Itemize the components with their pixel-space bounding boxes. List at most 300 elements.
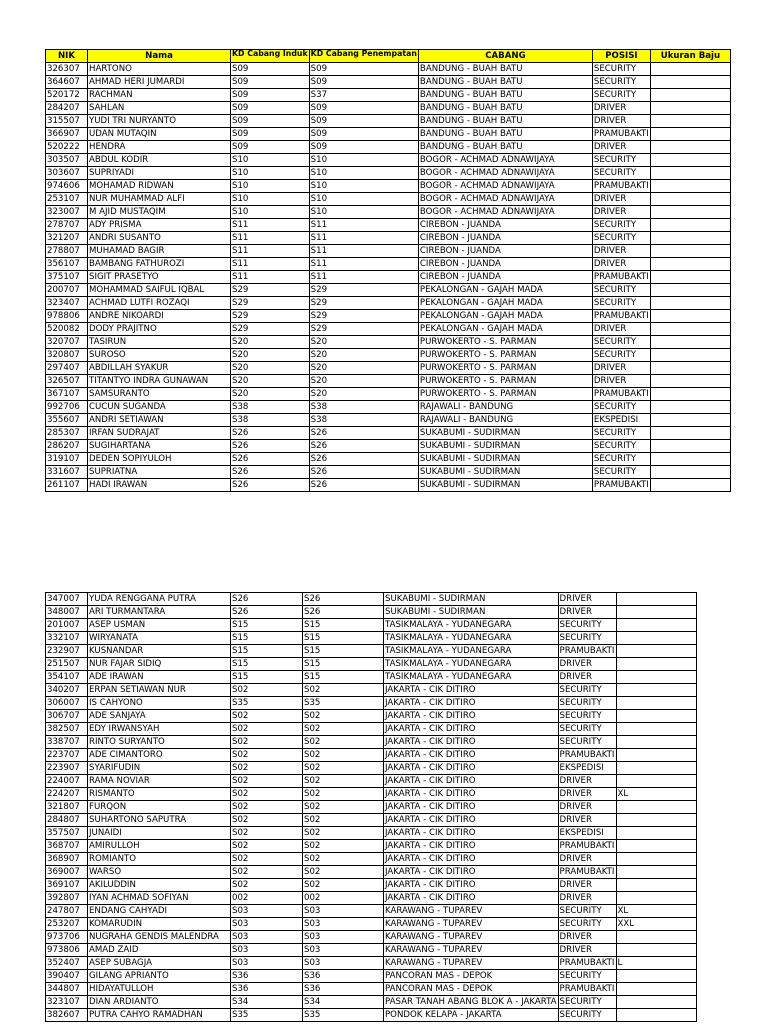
cabang-cell: PEKALONGAN - GAJAH MADA: [418, 310, 592, 323]
posisi-cell: DRIVER: [592, 102, 650, 115]
kd-cabang-induk-cell: S02: [231, 762, 303, 775]
kd-cabang-induk-cell: S26: [231, 593, 303, 606]
nik-cell: 973706: [46, 931, 88, 944]
posisi-cell: EKSPEDISI: [558, 762, 616, 775]
table-row: [46, 801, 697, 814]
kd-cabang-penempatan-cell: S09: [309, 128, 418, 141]
table-row: [46, 944, 697, 957]
nama-cell: AKILUDDIN: [88, 879, 231, 892]
posisi-cell: SECURITY: [592, 219, 650, 232]
kd-cabang-penempatan-cell: S36: [303, 983, 384, 996]
table-row: [46, 879, 697, 892]
kd-cabang-induk-cell: S09: [231, 89, 310, 102]
posisi-cell: PRAMUBAKTI: [593, 389, 649, 399]
nama-cell: HARTONO: [88, 63, 231, 76]
posisi-cell: DRIVER: [592, 206, 650, 219]
nik-cell: 368907: [46, 853, 88, 866]
nama-cell: JUNAIDI: [88, 827, 231, 840]
nik-cell: 278807: [46, 245, 88, 258]
cabang-cell: SUKABUMI - SUDIRMAN: [418, 453, 592, 466]
table-row: [46, 128, 731, 141]
ukuran-baju-cell: [616, 606, 696, 619]
posisi-cell: SECURITY: [558, 970, 616, 983]
table-row: [46, 645, 697, 658]
cabang-cell: SUKABUMI - SUDIRMAN: [418, 427, 592, 440]
cabang-cell: BANDUNG - BUAH BATU: [418, 89, 592, 102]
ukuran-baju-cell: [616, 944, 696, 957]
ukuran-baju-cell: [616, 632, 696, 645]
kd-cabang-penempatan-cell: S10: [309, 180, 418, 193]
table-row: [46, 232, 731, 245]
kd-cabang-induk-cell: S11: [231, 258, 310, 271]
ukuran-baju-cell: [616, 892, 696, 905]
nik-cell: 347007: [46, 593, 88, 606]
ukuran-baju-cell: [616, 996, 696, 1009]
kd-cabang-penempatan-cell: S11: [309, 219, 418, 232]
posisi-cell: SECURITY: [592, 63, 650, 76]
nik-cell: 366907: [46, 128, 88, 141]
kd-cabang-penempatan-cell: S20: [309, 362, 418, 375]
posisi-cell: PRAMUBAKTI: [593, 129, 649, 139]
cabang-cell: PURWOKERTO - S. PARMAN: [418, 388, 592, 401]
nama-cell: ACHMAD LUTFI ROZAQI: [88, 297, 231, 310]
ukuran-baju-cell: [650, 375, 730, 388]
kd-cabang-penempatan-cell: S03: [303, 944, 384, 957]
ukuran-baju-cell: [650, 89, 730, 102]
kd-cabang-penempatan-cell: S34: [303, 996, 384, 1009]
header-row: [46, 50, 731, 63]
nik-cell: 520172: [46, 89, 88, 102]
table-row: [46, 957, 697, 970]
posisi-cell: DRIVER: [592, 245, 650, 258]
table-row: [46, 619, 697, 632]
ukuran-baju-cell: [650, 219, 730, 232]
kd-cabang-penempatan-cell: S26: [309, 479, 418, 492]
kd-cabang-penempatan-cell: S02: [303, 788, 384, 801]
kd-cabang-penempatan-cell: S03: [303, 918, 384, 931]
kd-cabang-penempatan-cell: S09: [309, 63, 418, 76]
nik-cell: 992706: [46, 401, 88, 414]
nik-cell: 232907: [46, 645, 88, 658]
posisi-cell: DRIVER: [558, 931, 616, 944]
kd-cabang-penempatan-cell: S20: [309, 375, 418, 388]
cabang-cell: JAKARTA - CIK DITIRO: [384, 762, 559, 775]
kd-cabang-induk-cell: S29: [231, 284, 310, 297]
nik-cell: 306707: [46, 710, 88, 723]
nama-cell: DODY PRAJITNO: [88, 323, 231, 336]
kd-cabang-penempatan-cell: S02: [303, 684, 384, 697]
nama-cell: KOMARUDIN: [88, 918, 231, 931]
cabang-cell: BANDUNG - BUAH BATU: [418, 76, 592, 89]
posisi-cell: DRIVER: [558, 814, 616, 827]
nama-cell: DIAN ARDIANTO: [88, 996, 231, 1009]
ukuran-baju-cell: [616, 736, 696, 749]
table-row: [46, 632, 697, 645]
cabang-cell: TASIKMALAYA - YUDANEGARA: [384, 658, 559, 671]
table-row: [46, 258, 731, 271]
ukuran-baju-cell: [616, 775, 696, 788]
table-row: [46, 827, 697, 840]
ukuran-baju-cell: [616, 879, 696, 892]
nama-cell: NUR MUHAMMAD ALFI: [88, 193, 231, 206]
nama-cell: UDAN MUTAQIN: [88, 128, 231, 141]
ukuran-baju-cell: [650, 401, 730, 414]
table-row: [46, 102, 731, 115]
table-row: [46, 762, 697, 775]
nik-cell: 315507: [46, 115, 88, 128]
cabang-cell: JAKARTA - CIK DITIRO: [384, 736, 559, 749]
table-row: [46, 388, 731, 401]
nama-cell: AMAD ZAID: [88, 944, 231, 957]
table-row: [46, 154, 731, 167]
nama-cell: ADE SANJAYA: [88, 710, 231, 723]
nama-cell: ANDRI SETIAWAN: [88, 414, 231, 427]
nama-cell: HADI IRAWAN: [88, 479, 231, 492]
kd-cabang-penempatan-cell: S03: [303, 905, 384, 918]
cabang-cell: KARAWANG - TUPAREV: [384, 931, 559, 944]
nama-cell: ASEP USMAN: [88, 619, 231, 632]
nama-cell: RAMA NOVIAR: [88, 775, 231, 788]
table-row: [46, 593, 697, 606]
cabang-cell: SUKABUMI - SUDIRMAN: [418, 466, 592, 479]
posisi-cell: PRAMUBAKTI: [593, 311, 649, 321]
kd-cabang-penempatan-cell: S02: [303, 801, 384, 814]
ukuran-baju-cell: L: [616, 957, 696, 970]
kd-cabang-penempatan-cell: S11: [309, 232, 418, 245]
ukuran-baju-cell: [650, 271, 730, 284]
cabang-cell: KARAWANG - TUPAREV: [384, 957, 559, 970]
kd-cabang-induk-cell: S11: [231, 245, 310, 258]
ukuran-baju-cell: [650, 167, 730, 180]
nik-cell: 367107: [46, 388, 88, 401]
table-row: [46, 918, 697, 931]
cabang-cell: JAKARTA - CIK DITIRO: [384, 892, 559, 905]
nama-cell: ROMIANTO: [88, 853, 231, 866]
ukuran-baju-cell: [650, 193, 730, 206]
kd-cabang-penempatan-cell: S02: [303, 879, 384, 892]
nama-cell: RACHMAN: [88, 89, 231, 102]
kd-cabang-induk-cell: S15: [231, 645, 303, 658]
kd-cabang-induk-cell: S09: [231, 128, 310, 141]
kd-cabang-induk-cell: S29: [231, 310, 310, 323]
posisi-cell: SECURITY: [558, 619, 616, 632]
nik-cell: 224207: [46, 788, 88, 801]
cabang-cell: PANCORAN MAS - DEPOK: [384, 970, 559, 983]
ukuran-baju-cell: [650, 336, 730, 349]
kd-cabang-induk-cell: S36: [231, 983, 303, 996]
kd-cabang-induk-cell: S09: [231, 63, 310, 76]
kd-cabang-induk-cell: S02: [231, 866, 303, 879]
kd-cabang-induk-cell: S02: [231, 710, 303, 723]
nama-cell: NUGRAHA GENDIS MALENDRA: [88, 931, 231, 944]
posisi-cell: PRAMUBAKTI: [559, 867, 615, 877]
nama-cell: ANDRE NIKOARDI: [88, 310, 231, 323]
ukuran-baju-cell: [650, 414, 730, 427]
kd-cabang-penempatan-cell: S26: [303, 606, 384, 619]
ukuran-baju-cell: XXL: [616, 918, 696, 931]
nik-cell: 297407: [46, 362, 88, 375]
ukuran-baju-cell: [650, 466, 730, 479]
cabang-cell: JAKARTA - CIK DITIRO: [384, 684, 559, 697]
posisi-cell: SECURITY: [592, 284, 650, 297]
kd-cabang-penempatan-cell: S09: [309, 76, 418, 89]
ukuran-baju-cell: [650, 141, 730, 154]
kd-cabang-induk-cell: S20: [231, 388, 310, 401]
kd-cabang-penempatan-cell: S15: [303, 671, 384, 684]
nama-cell: ADY PRISMA: [88, 219, 231, 232]
posisi-cell: SECURITY: [558, 697, 616, 710]
kd-cabang-induk-cell: S02: [231, 801, 303, 814]
kd-cabang-induk-cell: S26: [231, 427, 310, 440]
nik-cell: 331607: [46, 466, 88, 479]
cabang-cell: PURWOKERTO - S. PARMAN: [418, 362, 592, 375]
nama-cell: MOHAMAD RIDWAN: [88, 180, 231, 193]
nama-cell: YUDA RENGGANA PUTRA: [88, 593, 231, 606]
kd-cabang-penempatan-cell: 002: [303, 892, 384, 905]
nik-cell: 348007: [46, 606, 88, 619]
cabang-cell: BANDUNG - BUAH BATU: [418, 63, 592, 76]
nama-cell: CUCUN SUGANDA: [88, 401, 231, 414]
posisi-cell: SECURITY: [558, 1009, 616, 1022]
nama-cell: IS CAHYONO: [88, 697, 231, 710]
kd-cabang-penempatan-cell: S15: [303, 658, 384, 671]
nama-cell: SUPRIYADI: [88, 167, 231, 180]
nama-cell: BAMBANG FATHUROZI: [88, 258, 231, 271]
ukuran-baju-cell: [650, 388, 730, 401]
header-cabang: CABANG: [418, 50, 592, 63]
kd-cabang-penempatan-cell: S26: [309, 466, 418, 479]
nama-cell: AHMAD HERI JUMARDI: [88, 76, 231, 89]
kd-cabang-penempatan-cell: S10: [309, 193, 418, 206]
posisi-cell: SECURITY: [592, 349, 650, 362]
kd-cabang-induk-cell: S02: [231, 853, 303, 866]
posisi-cell: SECURITY: [558, 723, 616, 736]
nama-cell: EDY IRWANSYAH: [88, 723, 231, 736]
posisi-cell: SECURITY: [592, 76, 650, 89]
cabang-cell: JAKARTA - CIK DITIRO: [384, 723, 559, 736]
nik-cell: 284807: [46, 814, 88, 827]
kd-cabang-induk-cell: S11: [231, 232, 310, 245]
posisi-cell: SECURITY: [592, 336, 650, 349]
ukuran-baju-cell: [616, 762, 696, 775]
nama-cell: ADE IRAWAN: [88, 671, 231, 684]
nik-cell: 261107: [46, 479, 88, 492]
posisi-cell: SECURITY: [592, 167, 650, 180]
cabang-cell: KARAWANG - TUPAREV: [384, 944, 559, 957]
nik-cell: 356107: [46, 258, 88, 271]
kd-cabang-induk-cell: S10: [231, 167, 310, 180]
table-row: [46, 271, 731, 284]
kd-cabang-penempatan-cell: S02: [303, 814, 384, 827]
kd-cabang-induk-cell: S11: [231, 219, 310, 232]
kd-cabang-penempatan-cell: S26: [309, 453, 418, 466]
cabang-cell: BANDUNG - BUAH BATU: [418, 141, 592, 154]
ukuran-baju-cell: [650, 206, 730, 219]
ukuran-baju-cell: [650, 102, 730, 115]
kd-cabang-penempatan-cell: S02: [303, 723, 384, 736]
posisi-cell: DRIVER: [558, 801, 616, 814]
cabang-cell: JAKARTA - CIK DITIRO: [384, 879, 559, 892]
table-row: [46, 970, 697, 983]
table-row: [46, 427, 731, 440]
ukuran-baju-cell: [650, 76, 730, 89]
nik-cell: 978806: [46, 310, 88, 323]
table-row: [46, 1009, 697, 1022]
kd-cabang-penempatan-cell: S20: [309, 336, 418, 349]
posisi-cell: DRIVER: [592, 258, 650, 271]
nik-cell: 201007: [46, 619, 88, 632]
ukuran-baju-cell: [650, 440, 730, 453]
posisi-cell: SECURITY: [558, 918, 616, 931]
cabang-cell: RAJAWALI - BANDUNG: [418, 401, 592, 414]
kd-cabang-penempatan-cell: S11: [309, 271, 418, 284]
nik-cell: 332107: [46, 632, 88, 645]
posisi-cell: DRIVER: [558, 606, 616, 619]
kd-cabang-penempatan-cell: S29: [309, 284, 418, 297]
nik-cell: 326507: [46, 375, 88, 388]
nama-cell: GILANG APRIANTO: [88, 970, 231, 983]
posisi-cell: DRIVER: [592, 193, 650, 206]
kd-cabang-induk-cell: S29: [231, 323, 310, 336]
kd-cabang-penempatan-cell: S09: [309, 102, 418, 115]
nik-cell: 369107: [46, 879, 88, 892]
table-row: [46, 414, 731, 427]
kd-cabang-induk-cell: S02: [231, 775, 303, 788]
cabang-cell: PANCORAN MAS - DEPOK: [384, 983, 559, 996]
table-row: [46, 167, 731, 180]
ukuran-baju-cell: [650, 349, 730, 362]
kd-cabang-induk-cell: S20: [231, 336, 310, 349]
cabang-cell: BANDUNG - BUAH BATU: [418, 128, 592, 141]
ukuran-baju-cell: [616, 853, 696, 866]
kd-cabang-penempatan-cell: S02: [303, 762, 384, 775]
nik-cell: 285307: [46, 427, 88, 440]
kd-cabang-induk-cell: S26: [231, 453, 310, 466]
cabang-cell: BOGOR - ACHMAD ADNAWIJAYA: [418, 193, 592, 206]
nik-cell: 284207: [46, 102, 88, 115]
table-row: [46, 440, 731, 453]
header-nik: NIK: [46, 50, 88, 63]
kd-cabang-induk-cell: S02: [231, 736, 303, 749]
posisi-cell: DRIVER: [592, 115, 650, 128]
table-row: [46, 219, 731, 232]
cabang-cell: JAKARTA - CIK DITIRO: [384, 775, 559, 788]
table-row: [46, 866, 697, 879]
nik-cell: 392807: [46, 892, 88, 905]
kd-cabang-induk-cell: S03: [231, 957, 303, 970]
table-row: [46, 310, 731, 323]
kd-cabang-induk-cell: S10: [231, 180, 310, 193]
kd-cabang-penempatan-cell: S37: [309, 89, 418, 102]
kd-cabang-penempatan-cell: S03: [303, 931, 384, 944]
nama-cell: PUTRA CAHYO RAMADHAN: [88, 1009, 231, 1022]
posisi-cell: SECURITY: [592, 89, 650, 102]
posisi-cell: SECURITY: [558, 996, 616, 1009]
nama-cell: MUHAMAD BAGIR: [88, 245, 231, 258]
ukuran-baju-cell: [616, 645, 696, 658]
nama-cell: IRFAN SUDRAJAT: [88, 427, 231, 440]
posisi-cell: SECURITY: [592, 232, 650, 245]
kd-cabang-penempatan-cell: S20: [309, 388, 418, 401]
kd-cabang-induk-cell: S03: [231, 931, 303, 944]
header-kd-cabang-penempatan: KD Cabang Penempatan: [309, 50, 418, 63]
header-ukuran-baju: Ukuran Baju: [650, 50, 730, 63]
posisi-cell: EKSPEDISI: [592, 414, 650, 427]
nama-cell: SAMSURANTO: [88, 388, 231, 401]
posisi-cell: DRIVER: [592, 375, 650, 388]
cabang-cell: PURWOKERTO - S. PARMAN: [418, 349, 592, 362]
ukuran-baju-cell: [650, 427, 730, 440]
kd-cabang-penempatan-cell: S15: [303, 645, 384, 658]
cabang-cell: SUKABUMI - SUDIRMAN: [418, 479, 592, 492]
cabang-cell: BOGOR - ACHMAD ADNAWIJAYA: [418, 180, 592, 193]
cabang-cell: JAKARTA - CIK DITIRO: [384, 801, 559, 814]
posisi-cell: DRIVER: [558, 671, 616, 684]
cabang-cell: KARAWANG - TUPAREV: [384, 918, 559, 931]
table-row: [46, 349, 731, 362]
kd-cabang-induk-cell: S26: [231, 606, 303, 619]
kd-cabang-induk-cell: S35: [231, 697, 303, 710]
ukuran-baju-cell: [616, 814, 696, 827]
nik-cell: 278707: [46, 219, 88, 232]
cabang-cell: SUKABUMI - SUDIRMAN: [418, 440, 592, 453]
kd-cabang-penempatan-cell: S02: [303, 749, 384, 762]
table-row: [46, 723, 697, 736]
nama-cell: ASEP SUBAGJA: [88, 957, 231, 970]
nama-cell: SAHLAN: [88, 102, 231, 115]
kd-cabang-induk-cell: S09: [231, 141, 310, 154]
kd-cabang-penempatan-cell: S36: [303, 970, 384, 983]
kd-cabang-penempatan-cell: S35: [303, 697, 384, 710]
kd-cabang-penempatan-cell: S29: [309, 323, 418, 336]
table-row: [46, 115, 731, 128]
nama-cell: ARI TURMANTARA: [88, 606, 231, 619]
cabang-cell: PEKALONGAN - GAJAH MADA: [418, 297, 592, 310]
posisi-cell: SECURITY: [592, 401, 650, 414]
kd-cabang-induk-cell: S02: [231, 814, 303, 827]
nik-cell: 974606: [46, 180, 88, 193]
nik-cell: 338707: [46, 736, 88, 749]
posisi-cell: DRIVER: [558, 593, 616, 606]
ukuran-baju-cell: [616, 658, 696, 671]
table-row: [46, 736, 697, 749]
cabang-cell: PEKALONGAN - GAJAH MADA: [418, 323, 592, 336]
kd-cabang-penempatan-cell: S11: [309, 245, 418, 258]
nama-cell: TASIRUN: [88, 336, 231, 349]
nama-cell: SUPRIATNA: [88, 466, 231, 479]
nik-cell: 223707: [46, 749, 88, 762]
cabang-cell: JAKARTA - CIK DITIRO: [384, 866, 559, 879]
table-row: [46, 606, 697, 619]
kd-cabang-induk-cell: S20: [231, 362, 310, 375]
ukuran-baju-cell: [650, 232, 730, 245]
nama-cell: ANDRI SUSANTO: [88, 232, 231, 245]
kd-cabang-induk-cell: S26: [231, 479, 310, 492]
cabang-cell: PURWOKERTO - S. PARMAN: [418, 375, 592, 388]
posisi-cell: SECURITY: [592, 297, 650, 310]
cabang-cell: BOGOR - ACHMAD ADNAWIJAYA: [418, 206, 592, 219]
posisi-cell: DRIVER: [558, 775, 616, 788]
ukuran-baju-cell: [616, 840, 696, 853]
ukuran-baju-cell: [616, 749, 696, 762]
kd-cabang-induk-cell: S10: [231, 193, 310, 206]
cabang-cell: KARAWANG - TUPAREV: [384, 905, 559, 918]
nama-cell: IYAN ACHMAD SOFIYAN: [88, 892, 231, 905]
cabang-cell: BOGOR - ACHMAD ADNAWIJAYA: [418, 154, 592, 167]
nama-cell: WIRYANATA: [88, 632, 231, 645]
ukuran-baju-cell: [616, 931, 696, 944]
nama-cell: ADE CIMANTORO: [88, 749, 231, 762]
